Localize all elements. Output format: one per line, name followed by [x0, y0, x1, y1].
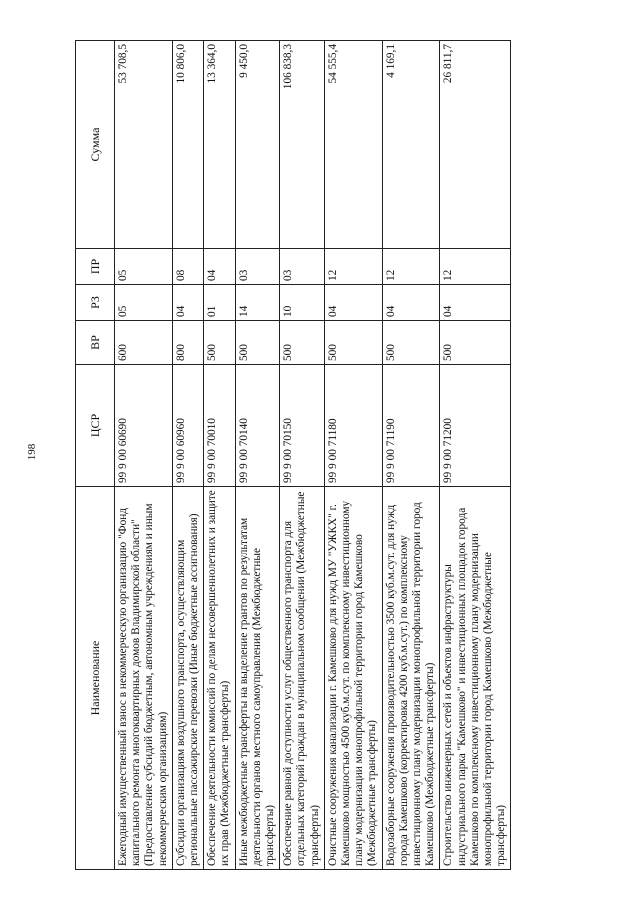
row-name: Обеспечение равной доступности услуг общественного транспорта для отдельных категорий граждан в муниципальном сообщении (Межбюджетные трансферты): [280, 487, 325, 870]
row-name: Водозаборные сооружения производительностью 3500 куб.м.сут. для нужд города Камешково (корректировка 4200 куб.м.сут.) по комплексному инвестиционному плану модернизации монопрофильной территории город Камешково (Межбюджетные трансферты): [382, 487, 440, 870]
header-name: Наименование: [76, 487, 115, 870]
header-pr: ПР: [76, 249, 115, 285]
page-number: 198: [26, 443, 38, 461]
row-name: Строительство инженерных сетей и объектов инфраструктуры индустриального парка "Камешково" и инвестиционных площадок города Камешково по комплексному инвестиционному плану модернизации монопрофильной территории город Камешково (Межбюджетные трансферты): [440, 487, 511, 870]
row-csr: 99 9 00 70150: [280, 365, 325, 487]
row-csr: 99 9 00 60960: [172, 365, 203, 487]
table-row: [440, 41, 511, 870]
row-sum: 13 364,0: [204, 41, 235, 249]
row-rz: 04: [440, 285, 511, 321]
row-rz: 05: [115, 285, 173, 321]
row-name: Субсидии организациям воздушного транспорта, осуществляющим региональные пассажирские перевозки (Иные бюджетные ассигнования): [172, 487, 203, 870]
row-sum: 53 708,5: [115, 41, 173, 249]
table-row: [235, 41, 280, 870]
row-name: Иные межбюджетные трансферты на выделение грантов по результатам деятельности органов местного самоуправления (Межбюджетные трансферты): [235, 487, 280, 870]
row-sum: 9 450,0: [235, 41, 280, 249]
table-row: [280, 41, 325, 870]
row-rz: 14: [235, 285, 280, 321]
table-row: [204, 41, 235, 870]
row-vr: 500: [440, 321, 511, 365]
row-rz: 04: [172, 285, 203, 321]
row-pr: 12: [324, 249, 382, 285]
row-sum: 106 838,3: [280, 41, 325, 249]
row-rz: 04: [324, 285, 382, 321]
table-row: [382, 41, 440, 870]
row-pr: 03: [235, 249, 280, 285]
row-sum: 54 555,4: [324, 41, 382, 249]
row-rz: 01: [204, 285, 235, 321]
row-vr: 800: [172, 321, 203, 365]
row-sum: 10 806,0: [172, 41, 203, 249]
row-pr: 08: [172, 249, 203, 285]
row-csr: 99 9 00 60690: [115, 365, 173, 487]
row-sum: 4 169,1: [382, 41, 440, 249]
row-pr: 05: [115, 249, 173, 285]
header-csr: ЦСР: [76, 365, 115, 487]
row-vr: 600: [115, 321, 173, 365]
row-rz: 10: [280, 285, 325, 321]
budget-table: [75, 40, 511, 870]
row-csr: 99 9 00 71180: [324, 365, 382, 487]
row-vr: 500: [280, 321, 325, 365]
row-pr: 03: [280, 249, 325, 285]
header-sum: Сумма: [76, 41, 115, 249]
header-rz: РЗ: [76, 285, 115, 321]
table-row: [324, 41, 382, 870]
row-vr: 500: [382, 321, 440, 365]
row-name: Обеспечение деятельности комиссий по делам несовершеннолетних и защите их прав (Межбюджетные трансферты): [204, 487, 235, 870]
row-vr: 500: [235, 321, 280, 365]
row-csr: 99 9 00 70010: [204, 365, 235, 487]
row-sum: 26 811,7: [440, 41, 511, 249]
row-pr: 12: [382, 249, 440, 285]
row-pr: 04: [204, 249, 235, 285]
row-vr: 500: [204, 321, 235, 365]
table-row: [115, 41, 173, 870]
row-name: Ежегодный имущественный взнос в некоммерческую организацию "Фонд капитального ремонта многоквартирных домов Владимирской области" (Предоставление субсидий бюджетным, автономным учреждениям и иным некоммерческим организациям): [115, 487, 173, 870]
row-vr: 500: [324, 321, 382, 365]
row-pr: 12: [440, 249, 511, 285]
row-csr: 99 9 00 71200: [440, 365, 511, 487]
row-csr: 99 9 00 70140: [235, 365, 280, 487]
table-row: [172, 41, 203, 870]
header-vr: ВР: [76, 321, 115, 365]
row-csr: 99 9 00 71190: [382, 365, 440, 487]
row-name: Очистные сооружения канализации г. Камешково для нужд МУ "УЖКХ" г. Камешково мощностью 4500 куб.м.сут. по комплексному инвестиционному плану модернизации монопрофильной территории город Камешково (Межбюджетные трансферты): [324, 487, 382, 870]
table-header-row: [76, 41, 115, 870]
row-rz: 04: [382, 285, 440, 321]
